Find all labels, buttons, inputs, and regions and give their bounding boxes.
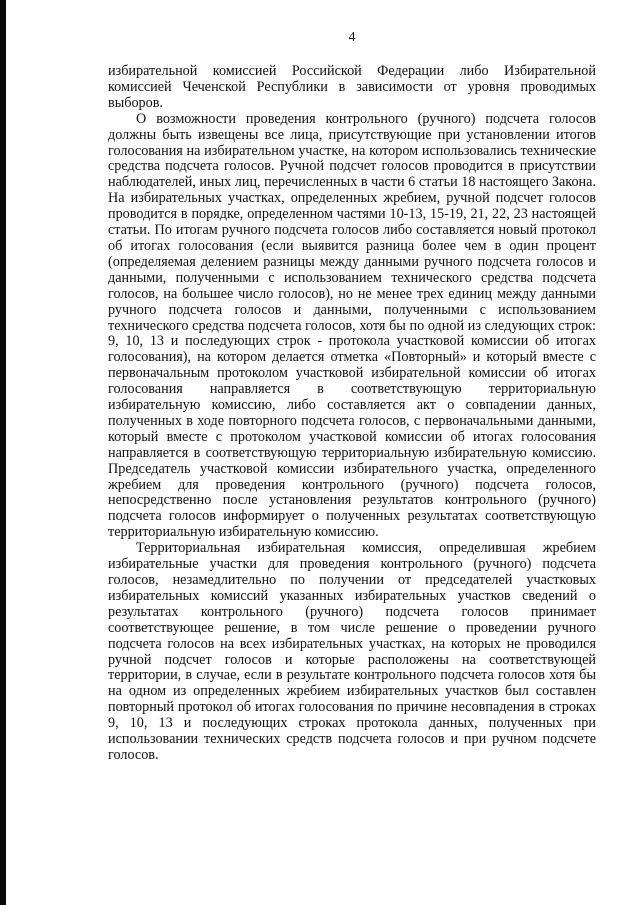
scan-edge-border — [0, 0, 6, 905]
paragraph-continuation: избирательной комиссией Российской Федерации либо Избирательной комиссией Чеченской Республики в зависимости от уровня проводимых выборов. — [108, 63, 596, 111]
page-number: 4 — [348, 30, 356, 45]
document-page — [108, 30, 596, 764]
paragraph-territorial-commission: Территориальная избирательная комиссия, определившая жребием избирательные участки для проведения контрольного (ручного) подсчета голосов, незамедлительно по получении от председателей участковых избирательных комиссий указанных избирательных участков сведений о результатах контрольного (ручного) подсчета голосов принимает соответствующее решение, в том числе решение о проведении ручного подсчета голосов на всех избирательных участках, на которых не проводился ручной подсчет голосов и которые расположены на соответствующей территории, в случае, если в результате контрольного подсчета голосов хотя бы на одном из определенных жребием избирательных участков был составлен повторный протокол об итогах голосования по причине несовпадения в строках 9, 10, 13 и последующих строках протокола данных, полученных при использовании технических средств подсчета голосов и при ручном подсчете голосов. — [108, 540, 596, 763]
paragraph-manual-count: О возможности проведения контрольного (ручного) подсчета голосов должны быть извещены все лица, присутствующие при установлении итогов голосования на избирательном участке, на котором использовались технические средства подсчета голосов. Ручной подсчет голосов проводится в присутствии наблюдателей, иных лиц, перечисленных в части 6 статьи 18 настоящего Закона. На избирательных участках, определенных жребием, ручной подсчет голосов проводится в порядке, определенном частями 10-13, 15-19, 21, 22, 23 настоящей статьи. По итогам ручного подсчета голосов либо составляется новый протокол об итогах голосования (если выявится разница более чем в один процент (определяемая делением разницы между данными ручного подсчета голосов и данными, полученными с использованием технического средства подсчета голосов, на большее число голосов), но не менее трех единиц между данными ручного подсчета голосов и данными, полученными с использованием технического средства подсчета голосов, хотя бы по одной из следующих строк: 9, 10, 13 и последующих строк - протокола участковой комиссии об итогах голосования), на котором делается отметка «Повторный» и который вместе с первоначальным протоколом участковой избирательной комиссии об итогах голосования направляется в соответствующую территориальную избирательную комиссию, либо составляется акт о совпадении данных, полученных в ходе повторного подсчета голосов, с первоначальными данными, который вместе с протоколом участковой комиссии об итогах голосования направляется в соответствующую территориальную избирательную комиссию. Председатель участковой комиссии избирательного участка, определенного жребием для проведения контрольного (ручного) подсчета голосов, непосредственно после установления результатов контрольного (ручного) подсчета голосов информирует о полученных результатах соответствующую территориальную избирательную комиссию. — [108, 110, 596, 541]
